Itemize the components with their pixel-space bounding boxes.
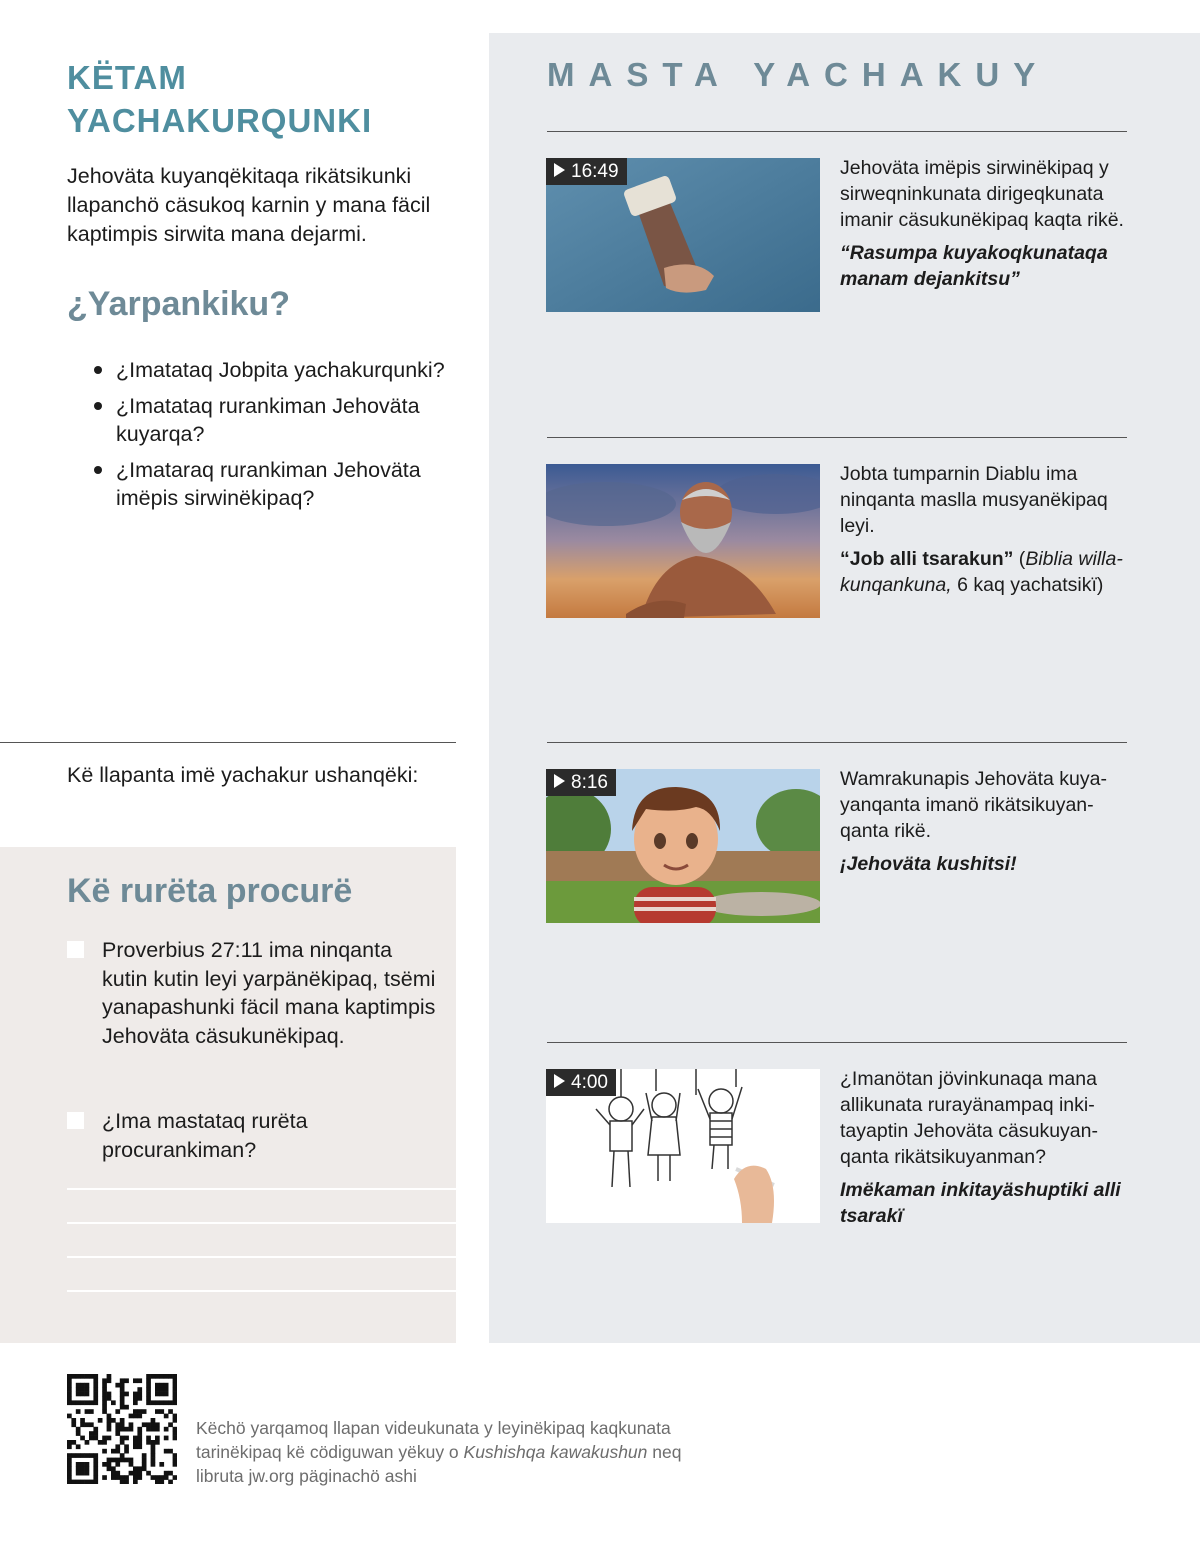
video-thumbnail-boy[interactable]	[546, 769, 820, 923]
reading-book: Biblia willakunqankuna,	[840, 548, 1123, 596]
try-heading: Kë rurëta procurë	[67, 872, 353, 910]
try-item-text: Proverbius 27:11 ima ninqanta kutin kutin leyi yarpänëkipaq, tsëmi yanapashunki fäcil mana kaptimpis Jehoväta cäsukunëkipaq.	[102, 938, 436, 1048]
learn-label: Kë llapanta imë yachakur ushanqëki:	[67, 763, 419, 787]
book-title: Kushishqa kawakushun	[463, 1442, 648, 1462]
video-info	[840, 1066, 1125, 1229]
duration-label: 16:49	[571, 161, 619, 182]
divider	[547, 437, 1127, 438]
video-info	[840, 766, 1125, 877]
write-line[interactable]	[67, 1256, 456, 1258]
video-info	[840, 155, 1125, 292]
video-thumbnail-puppets[interactable]	[546, 1069, 820, 1223]
page-title-line1: KËTAM	[67, 59, 187, 96]
play-icon	[554, 774, 565, 788]
review-heading: ¿Yarpankiku?	[67, 285, 290, 323]
duration-badge	[546, 158, 627, 185]
qr-code-icon[interactable]	[67, 1374, 177, 1484]
divider	[547, 1042, 1127, 1043]
divider	[547, 131, 1127, 132]
divider	[0, 742, 456, 743]
page-title	[67, 56, 467, 142]
video-description: ¿Imanötan jövinkunaqa mana allikunata rurayänampaq inkitayaptin Jehoväta cäsukuyanqanta rikätsikuyanman?	[840, 1068, 1099, 1168]
try-item	[67, 936, 437, 1050]
duration-badge	[546, 1069, 616, 1096]
reading-info	[840, 461, 1125, 598]
review-questions	[92, 356, 452, 520]
reading-title[interactable]: “Job alli tsarakun” (Biblia willakunqankuna, 6 kaq yachatsikï)	[840, 548, 1123, 596]
duration-label: 4:00	[571, 1072, 608, 1093]
page-title-line2: YACHAKURQUNKI	[67, 102, 373, 139]
illustration-job[interactable]	[546, 464, 820, 618]
video-title[interactable]: “Rasumpa kuyakoqkunataqa manam dejankitsu”	[840, 242, 1108, 290]
write-line[interactable]	[67, 1188, 456, 1190]
footer-note	[196, 1416, 756, 1488]
duration-badge	[546, 769, 616, 796]
video-title[interactable]: Imëkaman inkitayäshuptiki alli tsarakï	[840, 1179, 1121, 1227]
video-thumbnail-handshake[interactable]	[546, 158, 820, 312]
try-item	[67, 1107, 437, 1164]
play-icon	[554, 1074, 565, 1088]
video-title[interactable]: ¡Jehoväta kushitsi!	[840, 853, 1017, 875]
footer-line: libruta jw.org päginachö ashi	[196, 1466, 417, 1486]
video-description: Wamrakunapis Jehoväta kuyayanqanta imanö rikätsikuyanqanta rikë.	[840, 768, 1107, 842]
checkbox-icon[interactable]	[67, 941, 84, 958]
footer-line: Këchö yarqamoq llapan videukunata y leyinëkipaq kaqkunata	[196, 1418, 671, 1438]
reading-title-bold: “Job alli tsarakun”	[840, 548, 1014, 570]
review-question: ¿Imataraq rurankiman Jehoväta imëpis sirwinëkipaq?	[92, 456, 452, 512]
footer-line: tarinëkipaq kë cödiguwan yëkuy o Kushishqa kawakushun neq	[196, 1442, 682, 1462]
review-question: ¿Imatataq rurankiman Jehoväta kuyarqa?	[92, 392, 452, 448]
try-item-text: ¿Ima mastataq rurëta procurankiman?	[102, 1109, 308, 1162]
write-line[interactable]	[67, 1290, 456, 1292]
review-question: ¿Imatataq Jobpita yachakurqunki?	[92, 356, 452, 384]
duration-label: 8:16	[571, 772, 608, 793]
checkbox-icon[interactable]	[67, 1112, 84, 1129]
reading-description: Jobta tumparnin Diablu ima ninqanta maslla musyanëkipaq leyi.	[840, 463, 1108, 537]
video-description: Jehoväta imëpis sirwinëkipaq y sirweqninkunata dirigeqkunata imanir cäsukunëkipaq kaqta rikë.	[840, 157, 1124, 231]
play-icon	[554, 163, 565, 177]
write-line[interactable]	[67, 1222, 456, 1224]
try-box	[0, 847, 456, 1343]
intro-paragraph: Jehoväta kuyanqëkitaqa rikätsikunki llapanchö cäsukoq karnin y mana fäcil kaptimpis sirwita mana dejarmi.	[67, 164, 431, 246]
learn-more-heading: MASTA YACHAKUY	[547, 56, 1050, 93]
divider	[547, 742, 1127, 743]
